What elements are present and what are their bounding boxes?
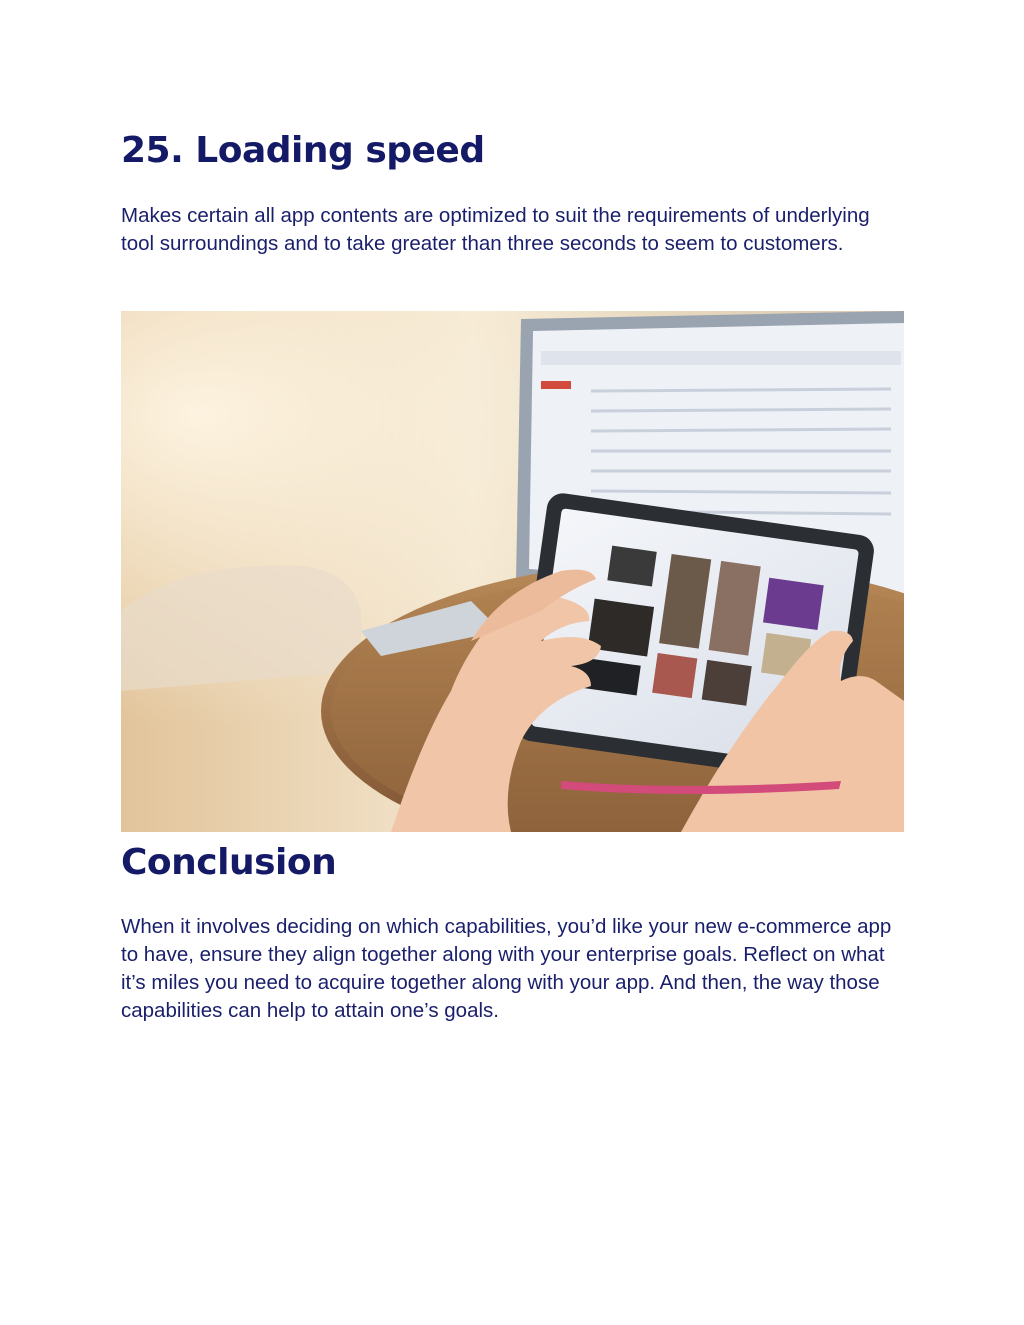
section-heading-conclusion: Conclusion <box>121 842 337 883</box>
hero-photo-hands-on-tablet <box>121 311 904 832</box>
section-paragraph-conclusion: When it involves deciding on which capabilities, you’d like your new e-commerce app to have, ensure they align together along with your enterprise goals. Reflect on what it’s miles you need to acquire together along with your app. And then, the way those capabilities can help to attain one’s goals. <box>121 915 892 1022</box>
section-heading-loading-speed: 25. Loading speed <box>121 130 485 171</box>
section-paragraph-loading-speed: Makes certain all app contents are optimized to suit the requirements of underlying tool surroundings and to take greater than three seconds to seem to customers. <box>121 204 870 255</box>
